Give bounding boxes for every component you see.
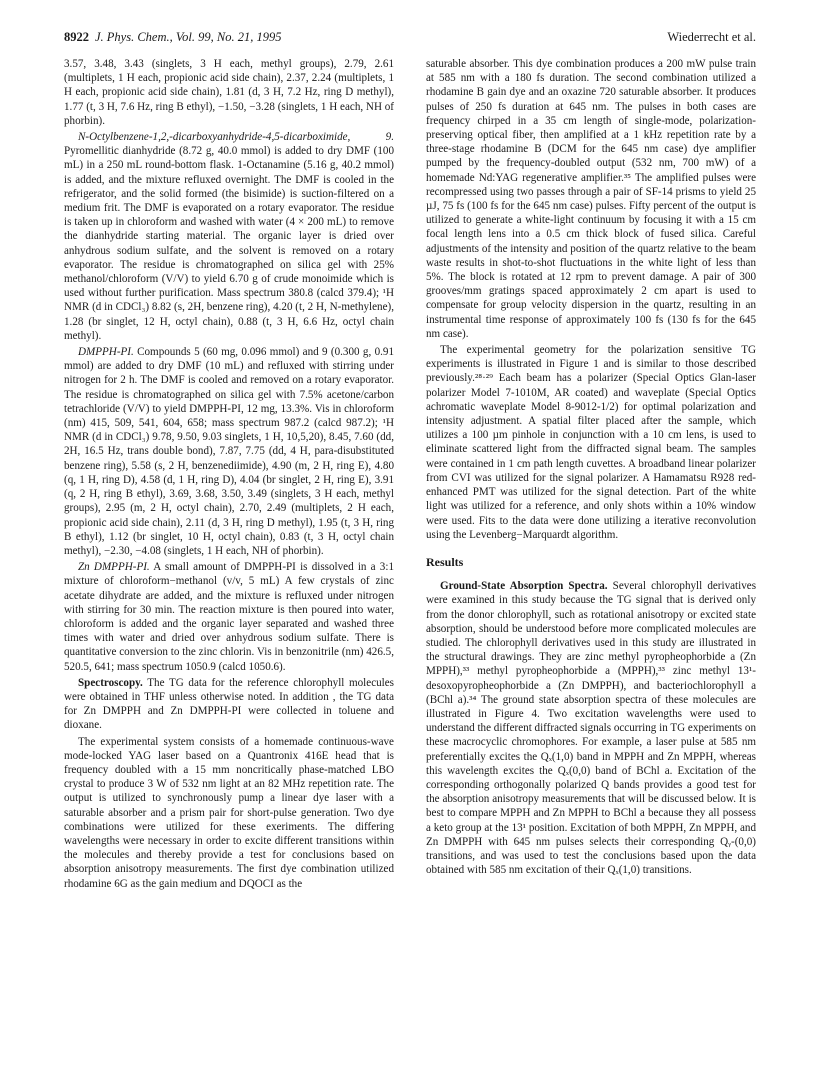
paragraph [426,57,756,341]
running-header [64,30,756,46]
paragraph-text: Several chlorophyll derivatives were examined in this study because the TG signal that is derived only from the donor chlorophyll, such as rotational anisotropy or excited state absorption, should be understood before more complicated molecules are studied. The chlorophyll derivatives used in this study are illustrated in the structural drawings. They are zinc methyl pyropheophorbide a (Zn MPPH),³³ methyl pyropheophorbide a (MPPH),³³ zinc methyl 13¹-desoxopyropheophorbide a (Zn DMPPH), and bacteriochlorophyll a (BChl a).³⁴ The ground state absorption spectra of these molecules are illustrated in Figure 4. Two excitation wavelengths were used to understand the different diffracted signals occurring in TG experiments on these macrocyclic chromophores. For example, a laser pulse at 585 nm preferentially excites the Qₓ(1,0) band in MPPH and Zn MPPH, whereas this wavelength excites the Qₓ(0,0) band of BChl a. Excitation of the corresponding orthogonally polarized Q bands provides a good test for the absorption anisotropy measurements that will be discussed below. It is best to compare MPPH and Zn MPPH to BChl a because they all possess a keto group at the 13¹ position. Excitation of both MPPH, Zn MPPH, and Zn DMPPH with 645 nm pulses selects their corresponding Qᵧ-(0,0) transitions, and was used to test the conclusions based upon the data obtained with 585 nm excitation of their Qₓ(1,0) transitions. [426,580,757,877]
journal-citation: J. Phys. Chem., Vol. 99, No. 21, 1995 [95,30,282,44]
paragraph [426,579,756,877]
paragraph-text: Pyromellitic dianhydride (8.72 g, 40.0 mmol) is added to dry DMF (100 mL) in a 250 mL round-bottom flask. 1-Octanamine (5.16 g, 40.2 mmol) is added, and the mixture refluxed overnight. The DMF is cooled in the refrigerator, and the solid formed (the bisimide) is suction-filtered on a medium frit. The DMF is evaporated on a rotary evaporator. The residue is taken up in chloroform and washed with water (4 × 200 mL) to remove the dianhydride starting material. The organic layer is dried over anhydrous sodium sulfate, and the solvent is removed on a rotary evaporator. The residue is chromatographed on silica gel with 25% methanol/chloroform (V/V) to yield 6.70 g of crude monoimide which is used without further purification. Mass spectrum 380.8 (calcd 379.4); ¹H NMR (d in CDCl₃) 8.82 (s, 2H, benzene ring), 4.20 (t, 2 H, N-methylene), 1.28 (br singlet, 12 H, octyl chain), 0.88 (t, 3 H, 6.6 Hz, octyl chain methyl). [64,145,394,342]
paragraph-text: Compounds 5 (60 mg, 0.096 mmol) and 9 (0.300 g, 0.91 mmol) are added to dry DMF (10 mL) and refluxed with stirring under nitrogen for 2 h. The DMF is cooled and removed on a rotary evaporator. The residue is chromatographed on silica gel with 7.5% acetone/carbon tetrachloride (V/V) to yield DMPPH-PI, 12 mg, 13.3%. Vis in chloroform (nm) 415, 509, 541, 604, 658; mass spectrum 987.2 (calcd 987.2); ¹H NMR (d in CDCl₃) 9.78, 9.50, 9.03 singlets, 1 H, 10,5,20), 8.45, 7.60 (dd, 2H, 16.5 Hz, trans double bond), 7.87, 7.75 (dd, 4 H, para-disubstituted benzene ring), 5.58 (s, 2 H, benzenediimide), 4.90 (m, 2 H, ring E), 4.80 (q, 1 H, ring D), 4.58 (d, 1 H, ring D), 4.04 (br singlet, 2 H, ring E), 3.91 (q, 2 H, ring B ethyl), 3.69, 3.68, 3.50, 3.49 (singlets, 3 H each, methyl groups), 2.95 (m, 2 H, octyl chain), 2.70, 2.49 (multiplets, 2 H each, propionic acid side chain), 2.11 (d, 3 H, ring D methyl), 1.95 (t, 3 H, ring B ethyl), 1.12 (br singlet, 10 H, octyl chain), 0.83 (t, 3 H, octyl chain methyl), −2.30, −4.08 (singlets, 1 H each, NH of phorbin). [64,346,394,557]
paragraph-text: The TG data for the reference chlorophyll molecules were obtained in THF unless otherwise noted. In addition , the TG data for Zn DMPPH and Zn DMPPH-PI were collected in toluene and dioxane. [64,676,394,732]
paragraph-lead: N-Octylbenzene-1,2,-dicarboxyanhydride-4,5-dicarboximide, 9. [78,131,394,144]
paragraph-lead: DMPPH-PI. [78,346,134,359]
page-number: 8922 [64,30,89,44]
paragraph [426,343,756,542]
paragraph-text: A small amount of DMPPH-PI is dissolved in a 3:1 mixture of chloroform−methanol (v/v, 5 mL) A few crystals of zinc acetate dihydrate are added, and the mixture is refluxed under nitrogen with stirring for 30 min. The reaction mixture is then poured into water, chloroform is added and the organic layer separated and washed three times with water and dried over anhydrous sodium sulfate. There is quantitative conversion to the zinc chlorin. Vis in benzonitrile (nm) 426.5, 520.5, 641; mass spectrum 1050.9 (calcd 1050.6). [64,561,394,673]
paragraph [64,130,394,343]
paragraph [64,345,394,558]
paragraph-text: 3.57, 3.48, 3.43 (singlets, 3 H each, methyl groups), 2.79, 2.61 (multiplets, 1 H each, propionic acid side chain), 2.37, 2.24 (multiplets, 1 H each, propionic acid side chain), 1.81 (d, 3 H, 7.2 Hz, ring D methyl), 1.77 (t, 3 H, 7.6 Hz, ring B ethyl), −1.50, −3.28 (singlets, 1 H each, NH of phorbin). [64,58,394,127]
paragraph-text: The experimental system consists of a homemade continuous-wave mode-locked YAG laser based on a Quantronix 416E head that is frequency doubled with a 15 mm noncritically phase-matched LBO crystal to produce 3 W of 532 nm light at an 82 MHz repetition rate. The output is utilized to synchronously pump a linear dye laser with a saturable absorber and a prism pair for short-pulse generation. Two dye combinations were utilized for these exeriments. The differing wavelengths were necessary in order to excite different transitions within the molecules and thereby provide a test for conclusions based on absorption anisotropy measurements. The first dye combination utilized rhodamine 6G as the gain medium and DQOCI as the [64,735,394,890]
left-column [64,57,394,891]
paragraph [64,560,394,674]
paragraph-lead: Spectroscopy. [78,676,143,689]
right-column [426,57,756,877]
paragraph [64,57,394,128]
paragraph-text: saturable absorber. This dye combination produces a 200 mW pulse train at 585 nm with a 180 fs duration. The second combination utilized a rhodamine B gain dye and an oxazine 720 saturable absorber. It produces pulses of 250 fs duration at 645 nm. The pulses in both cases are frequency chirped in a 35 cm length of single-mode, polarization-preserving optical fiber, then amplified at a 1 kHz repetition rate by a three-stage rhodamine B (DCM for the 645 nm case) dye amplifier pumped by the frequency-doubled output (532 nm, 700 mW) of a homemade Nd:YAG regenerative amplifier.³⁵ The amplified pulses were recompressed using two passes through a pair of SF-14 prisms to yield 25 µJ, 75 fs (100 fs for the 645 nm case) pulses. Fifty percent of the output is utilized to generate a white-light continuum by focusing it with a 15 cm focal length lens into a 0.5 cm thick block of fused silica. Careful adjustments of the intensity and position of the quartz relative to the beam waste results in shot-to-shot fluctuations in the white light of less than 5%. The block is rotated at 12 rpm to prevent damage. A pair of 300 grooves/mm gratings spaced approximately 2 cm apart is used to compensate for group velocity dispersion in the quartz, resulting in an instrumental time response of approximately 100 fs (130 fs for the 645 nm case). [426,58,756,340]
running-authors: Wiederrecht et al. [667,30,756,44]
paragraph-lead: Ground-State Absorption Spectra. [440,580,608,593]
paragraph [64,735,394,891]
paragraph [64,676,394,733]
section-heading-results: Results [426,554,464,569]
paragraph-text: The experimental geometry for the polarization sensitive TG experiments is illustrated in Figure 1 and is similar to those described previously.²⁸·²⁹ Each beam has a polarizer (Special Optics Glan-laser polarizer Model 7-1010M, AR coated) and waveplate (Special Optics achromatic waveplate Model 8-9012-1/2) for optimal polarization and intensity adjustment. A spatial filter placed after the sample, which utilizes a 100 µm pinhole in conjunction with a 10 cm lens, is used to eliminate scattered light from the diffracted signal beam. The samples were contained in 1 cm path length cuvettes. A broadband linear polarizer from CVI was utilized for the signal polarizer. A Hamamatsu R928 red-enhanced PMT was utilized for the signal detection. Part of the white light was utilized for a reference, and only shots within a 10% window were used. Fits to the data were done utilizing a iterative reconvolution using the Levenberg−Marquardt algorithm. [426,344,756,541]
paragraph-lead: Zn DMPPH-PI. [78,561,150,574]
